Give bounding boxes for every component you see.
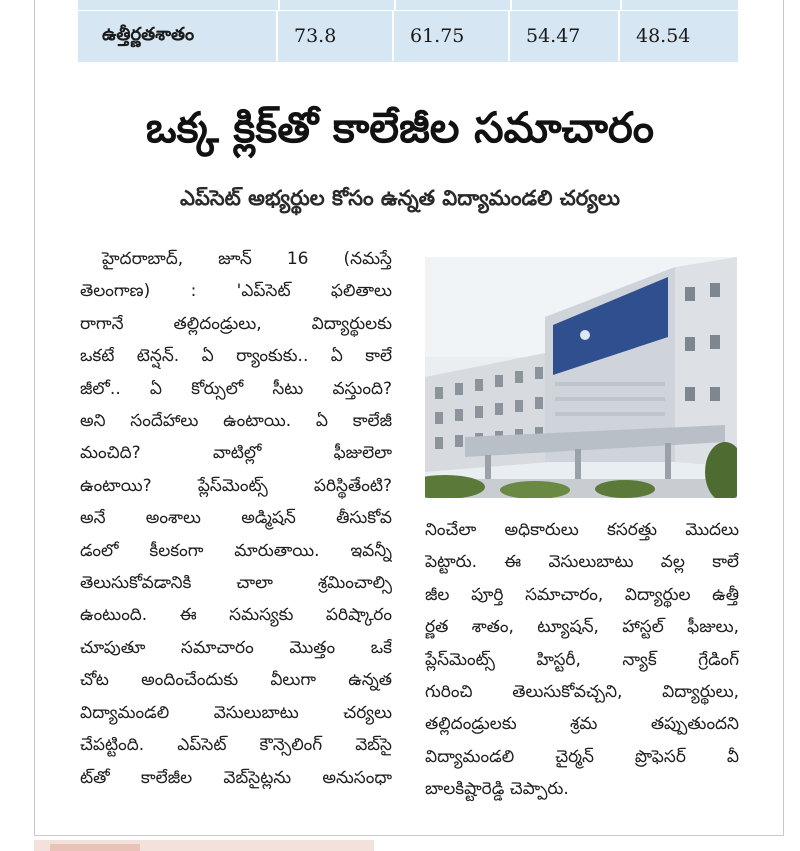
article-line: జీల పూర్తి సమాచారం, విద్యార్థుల ఉత్తీ	[425, 584, 739, 605]
article-line: ట్‌తో కాలేజీల వెబ్‌సైట్లను అనుసంధా	[80, 767, 392, 788]
table-cell-value: 61.75	[394, 11, 510, 61]
article-line: గురించి తెలుసుకోవచ్చని, విద్యార్థులు,	[425, 682, 739, 703]
article-column-right	[425, 514, 739, 806]
article-line: చూపుతూ సమాచారం మొత్తం ఒకే	[80, 637, 392, 658]
article-line: చేపట్టింది. ఎప్‌సెట్‌ కౌన్సెలింగ్‌ వెబ్‌సై	[80, 735, 392, 756]
table-cell-value: 73.8	[278, 11, 394, 61]
article-line: విద్యామండలి వెసులుబాటు చర్యలు	[80, 702, 392, 723]
article-line: జీలో.. ఏ కోర్సులో సీటు వస్తుంది?	[80, 378, 392, 399]
article-line: విద్యామండలి చైర్మన్‌ ప్రొఫెసర్‌ వీ	[425, 746, 739, 767]
article-line: చోట అందించేందుకు వీలుగా ఉన్నత	[80, 670, 392, 691]
article-line: హైదరాబాద్‌, జూన్‌ 16 (నమస్తే	[102, 249, 392, 269]
table-cell-value: 48.54	[636, 25, 691, 47]
table-cell-value: 54.47	[510, 11, 620, 61]
table-prev-row-edge	[78, 0, 738, 11]
article-line: డంలో కీలకంగా మారుతాయి. ఇవన్నీ	[80, 540, 392, 561]
article-line: తెలంగాణ) : 'ఎప్‌సెట్‌ ఫలితాలు	[80, 281, 392, 302]
building-illustration	[425, 257, 737, 498]
article-line: ఉంటుంది. ఈ సమస్యకు పరిష్కారం	[80, 605, 392, 626]
article-line: రాగానే తల్లిదండ్రులు, విద్యార్థులకు	[80, 313, 392, 334]
table-row-label: ఉత్తీర్ణతశాతం	[78, 11, 278, 61]
building-photo	[425, 257, 737, 498]
table-row-pass-percentage	[78, 11, 738, 61]
next-clipping-edge	[34, 840, 374, 851]
article-line: తల్లిదండ్రులకు శ్రమ తప్పుతుందని	[425, 714, 739, 735]
article-line: బాలకిష్టారెడ్డి చెప్పారు.	[425, 779, 569, 800]
results-table	[78, 0, 738, 62]
article-line: ప్లేస్‌మెంట్స్‌ హిస్టరీ, న్యాక్‌ గ్రేడింగ్‌	[425, 649, 739, 670]
article-line: మంచిది? వాటిల్లో ఫీజులెలా	[80, 443, 392, 464]
article-line: ఉంటాయి? ప్లేస్‌మెంట్స్‌ పరిస్థితేంటి?	[80, 475, 392, 496]
article-line: ర్ణత శాతం, ట్యూషన్‌, హాస్టల్‌ ఫీజులు,	[425, 617, 739, 638]
article-line: నించేలా అధికారులు కసరత్తు మొదలు	[425, 520, 739, 540]
article-subheadline: ఎప్‌సెట్‌ అభ్యర్థుల కోసం ఉన్నత విద్యామండలి చర్యలు	[180, 186, 620, 210]
article-line: తెలుసుకోవడానికి చాలా శ్రమించాల్సి	[80, 573, 392, 594]
article-headline: ఒక్క క్లిక్‌తో కాలేజీల సమాచారం	[145, 103, 655, 152]
article-column-left	[80, 243, 392, 794]
article-line: పెట్టారు. ఈ వెసులుబాటు వల్ల కాలే	[425, 552, 739, 573]
article-line: ఒకటే టెన్షన్‌. ఏ ర్యాంకుకు.. ఏ కాలే	[80, 346, 392, 367]
article-line: అని సందేహాలు ఉంటాయి. ఏ కాలేజీ	[80, 411, 392, 432]
article-line: అనే అంశాలు అడ్మిషన్‌ తీసుకోవ	[80, 508, 392, 529]
